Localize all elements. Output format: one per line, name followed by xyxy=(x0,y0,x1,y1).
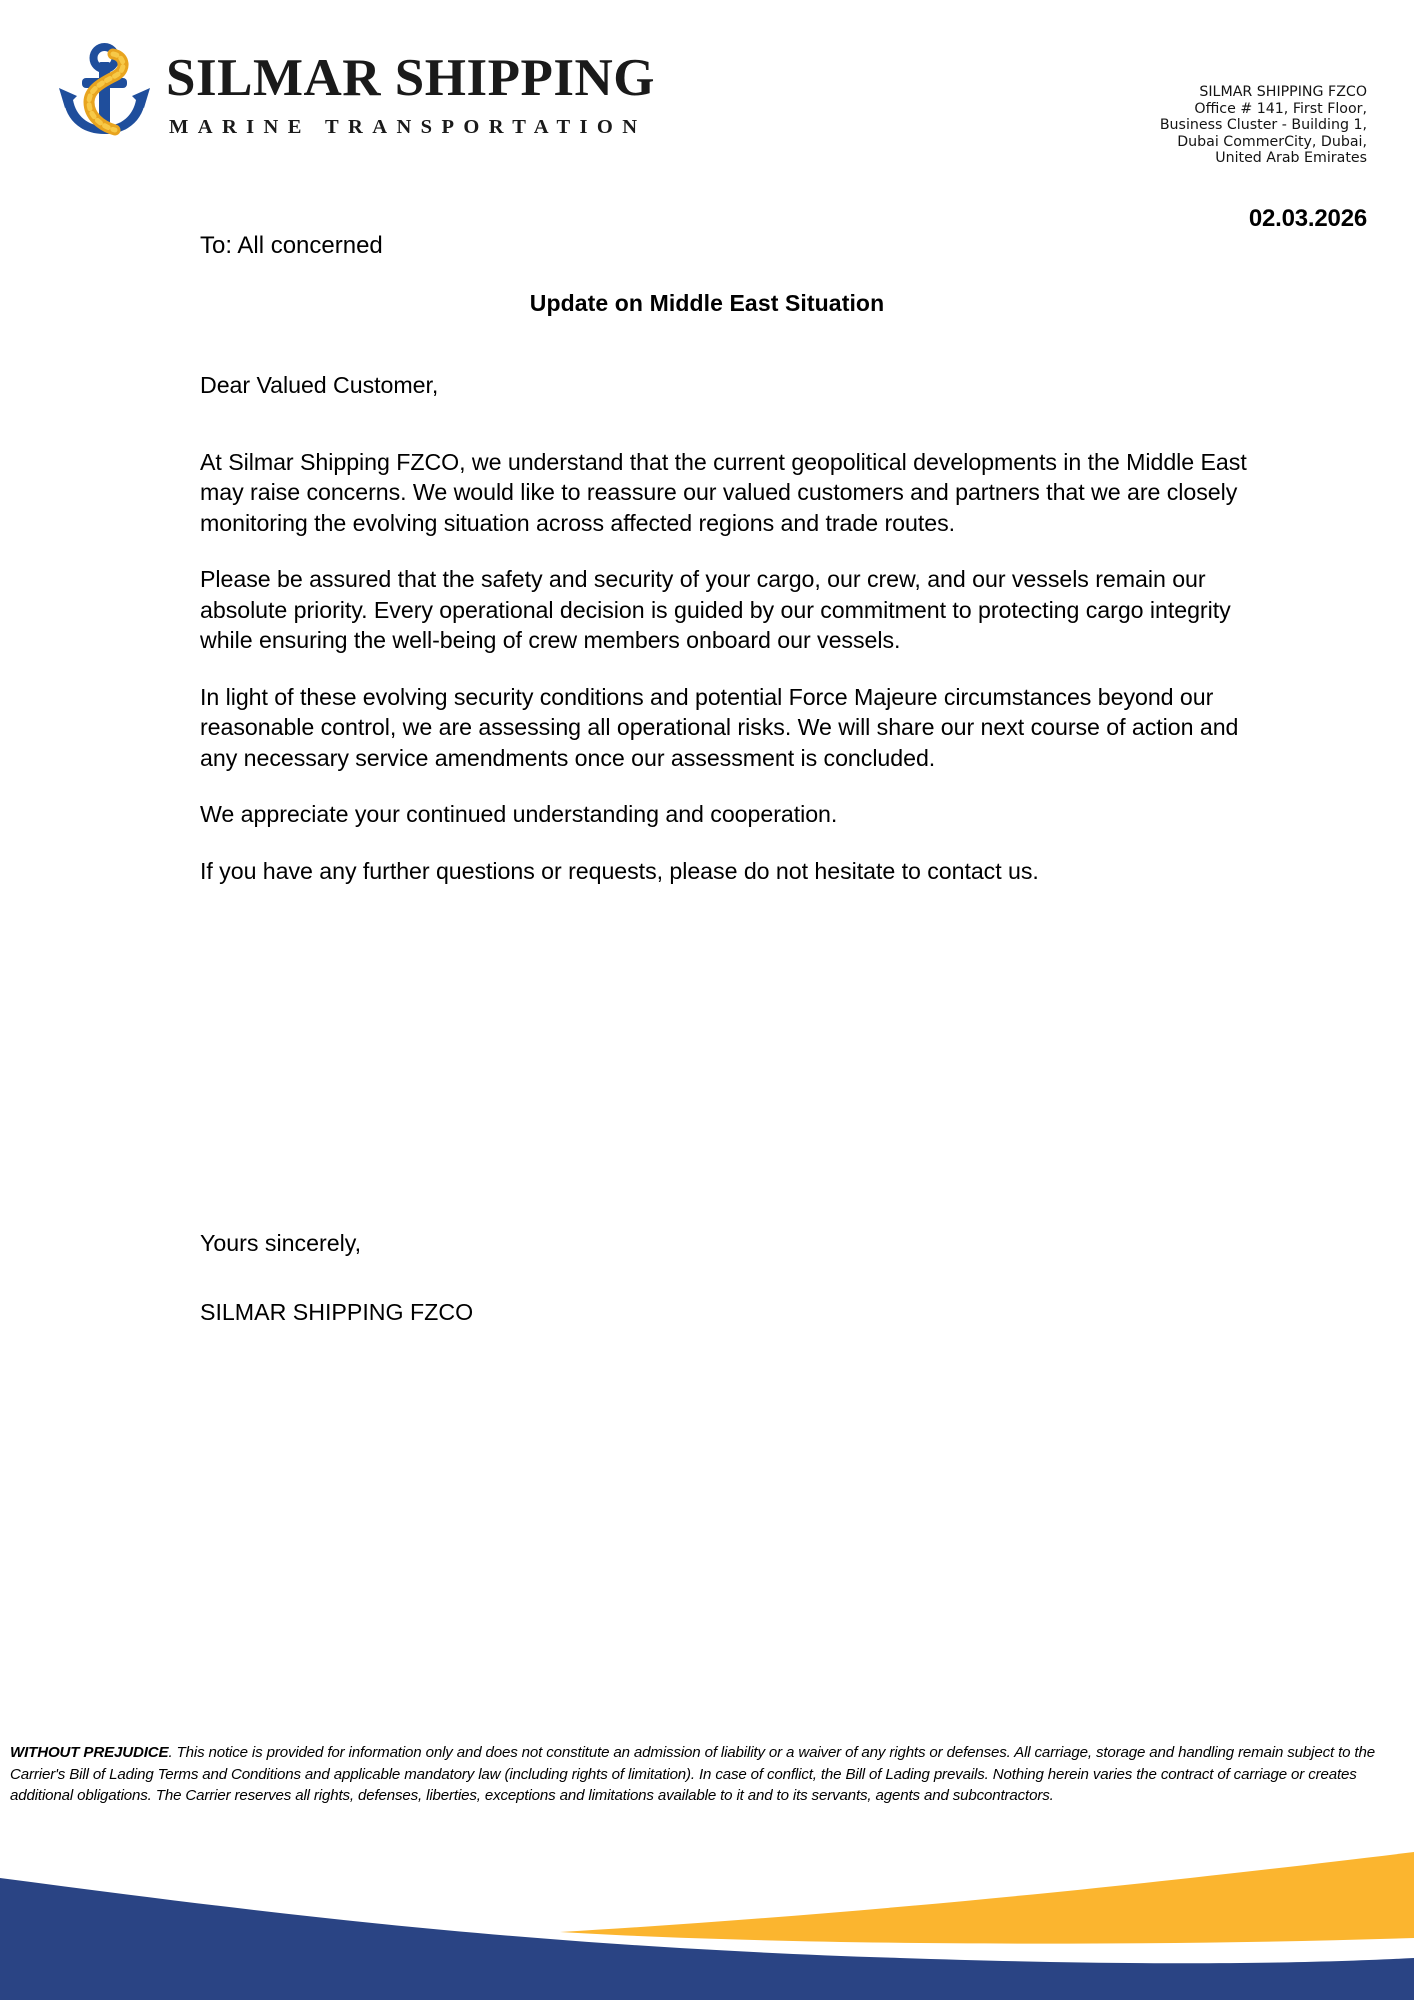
logo-subtitle: MARINE TRANSPORTATION xyxy=(169,116,647,138)
letter-recipient: To: All concerned xyxy=(200,232,383,259)
disclaimer-text: . This notice is provided for information only and does not constitute an admission of liability or a waiver of any rights or defenses. All carriage, storage and handling remain subject to the Carrier's Bill of Lading Terms and Conditions and applicable mandatory law (including rights of limitation). In case of conflict, the Bill of Lading prevails. Nothing herein varies the contract of carriage or creates additional obligations. The Carrier reserves all rights, defenses, liberties, exceptions and limitations available to it and to its servants, agents and subcontractors. xyxy=(10,1744,1375,1804)
address-line: Office # 141, First Floor, xyxy=(1194,100,1367,117)
company-address xyxy=(1160,84,1367,167)
signature-line: SILMAR SHIPPING FZCO xyxy=(200,1298,474,1325)
body-paragraph: In light of these evolving security conditions and potential Force Majeure circumstances beyond our reasonable control, we are assessing all operational risks. We will share our next course of action and any necessary service amendments once our assessment is concluded. xyxy=(200,683,1239,771)
letter-date: 02.03.2026 xyxy=(1248,205,1367,232)
body-paragraph: We appreciate your continued understanding and cooperation. xyxy=(200,801,838,827)
logo-title: SILMAR SHIPPING xyxy=(166,49,655,107)
salutation: Dear Valued Customer, xyxy=(200,372,439,398)
letter-body xyxy=(200,370,1265,886)
address-line: Dubai CommerCity, Dubai, xyxy=(1177,133,1367,150)
legal-disclaimer xyxy=(10,1742,1404,1807)
address-line: United Arab Emirates xyxy=(1215,150,1367,166)
footer-wave-graphic xyxy=(0,1840,1414,2000)
body-paragraph: At Silmar Shipping FZCO, we understand that the current geopolitical developments in the Middle East may raise concerns. We would like to reassure our valued customers and partners that we are closely monitoring the evolving situation across affected regions and trade routes. xyxy=(200,448,1247,536)
body-paragraph: Please be assured that the safety and security of your cargo, our crew, and our vessels remain our absolute priority. Every operational decision is guided by our commitment to protecting cargo integrity while ensuring the well-being of crew members onboard our vessels. xyxy=(200,566,1231,653)
address-line: SILMAR SHIPPING FZCO xyxy=(1199,84,1367,100)
disclaimer-lead: WITHOUT PREJUDICE xyxy=(10,1744,169,1761)
letter-header xyxy=(0,0,1414,185)
gold-wave xyxy=(560,1852,1414,1944)
letter-signoff xyxy=(200,1228,1000,1327)
company-logo xyxy=(55,38,655,148)
anchor-rope-icon xyxy=(55,38,160,148)
page-title: Update on Middle East Situation xyxy=(529,290,885,316)
closing-line: Yours sincerely, xyxy=(200,1230,362,1256)
body-paragraph: If you have any further questions or requests, please do not hesitate to contact us. xyxy=(200,857,1039,884)
address-line: Business Cluster - Building 1, xyxy=(1159,117,1367,133)
